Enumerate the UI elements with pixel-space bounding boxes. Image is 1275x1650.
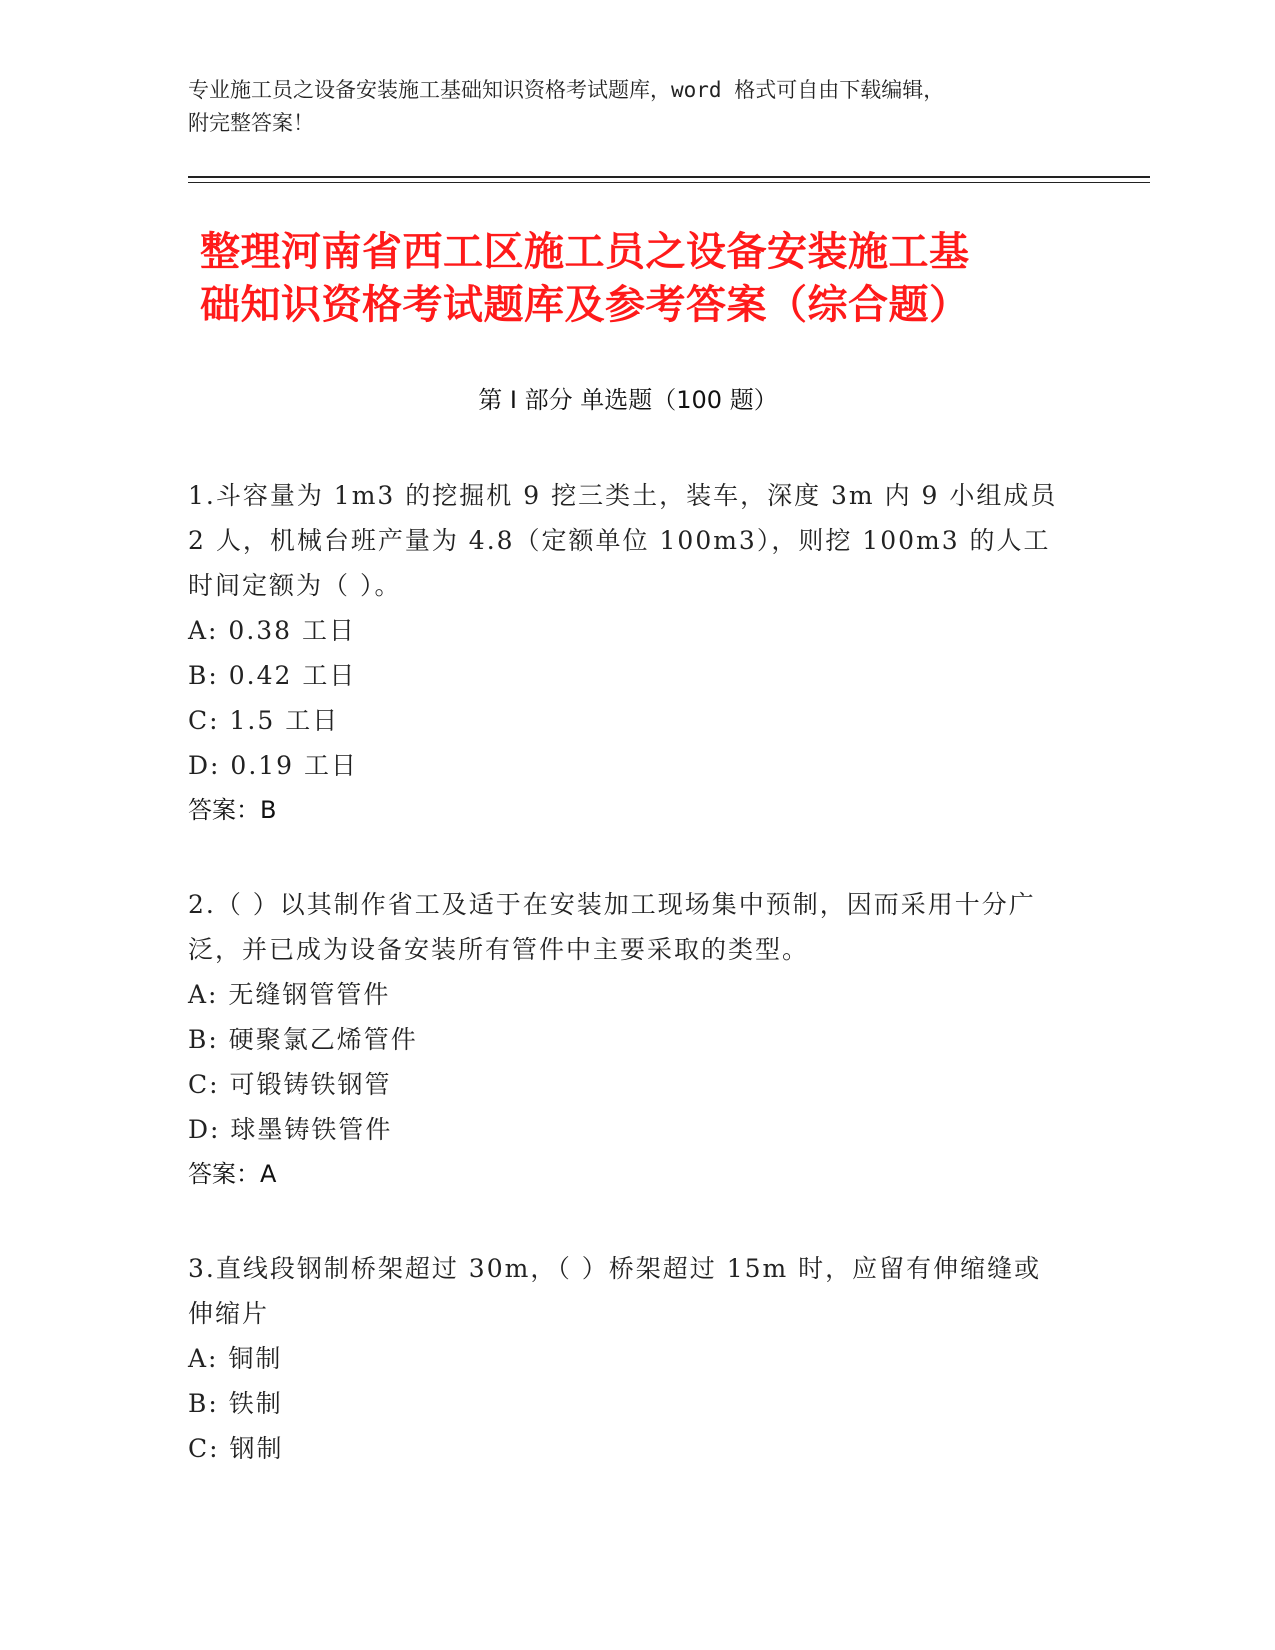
option-c: C: 钢制 bbox=[188, 1434, 284, 1463]
option-b: B: 0.42 工日 bbox=[188, 661, 357, 690]
option-a: A: 0.38 工日 bbox=[188, 616, 357, 645]
option-b: B: 铁制 bbox=[188, 1389, 283, 1418]
option-a: A: 铜制 bbox=[188, 1344, 283, 1373]
answer-label: 答案：B bbox=[188, 796, 277, 824]
header-divider-thin bbox=[188, 182, 1150, 183]
header-note-line-2: 附完整答案！ bbox=[188, 111, 314, 135]
document-title bbox=[200, 226, 1080, 332]
question-stem: 2.（ ）以其制作省工及适于在安装加工现场集中预制，因而采用十分广泛，并已成为设备安装所有管件中主要采取的类型。 bbox=[188, 890, 1036, 964]
option-d: D: 球墨铸铁管件 bbox=[188, 1115, 393, 1144]
option-c: C: 1.5 工日 bbox=[188, 706, 340, 735]
header-note-line-1: 专业施工员之设备安装施工基础知识资格考试题库，word 格式可自由下载编辑， bbox=[188, 78, 945, 102]
option-d: D: 0.19 工日 bbox=[188, 751, 359, 780]
option-a: A: 无缝钢管管件 bbox=[188, 980, 391, 1009]
header-divider-thick bbox=[188, 176, 1150, 178]
header-note bbox=[188, 74, 1068, 140]
option-b: B: 硬聚氯乙烯管件 bbox=[188, 1025, 418, 1054]
document-title-line-1: 整理河南省西工区施工员之设备安装施工基 bbox=[200, 229, 970, 275]
question-1 bbox=[188, 473, 1068, 833]
question-stem: 3.直线段钢制桥架超过 30m，（ ）桥架超过 15m 时，应留有伸缩缝或伸缩片 bbox=[188, 1254, 1042, 1328]
question-3 bbox=[188, 1246, 1068, 1471]
section-title: 第 I 部分 单选题（100 题） bbox=[478, 386, 778, 414]
answer-label: 答案：A bbox=[188, 1160, 277, 1188]
question-2 bbox=[188, 882, 1068, 1197]
document-title-line-2: 础知识资格考试题库及参考答案（综合题） bbox=[200, 282, 970, 328]
question-stem: 1.斗容量为 1m3 的挖掘机 9 挖三类土，装车，深度 3m 内 9 小组成员 2 人，机械台班产量为 4.8（定额单位 100m3），则挖 100m3 的人工时间定额为（ ）。 bbox=[188, 481, 1058, 600]
option-c: C: 可锻铸铁钢管 bbox=[188, 1070, 392, 1099]
